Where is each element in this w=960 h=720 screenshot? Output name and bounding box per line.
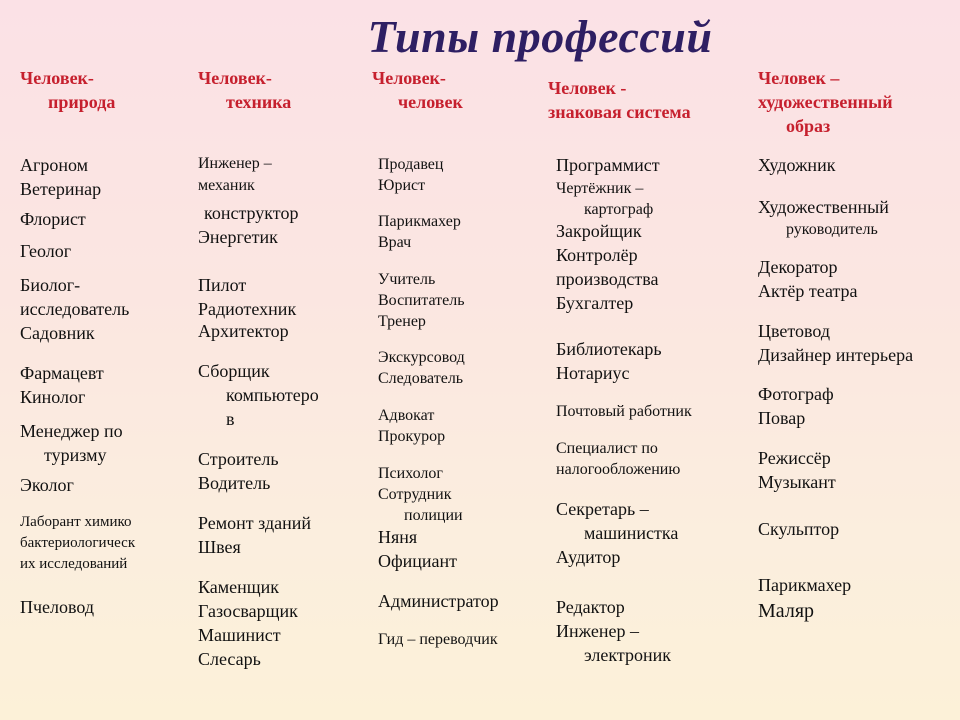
header-line: техника	[226, 92, 292, 112]
profession-item: Энергетик	[198, 227, 278, 247]
profession-item: Сотрудник	[378, 486, 452, 503]
profession-item: Адвокат	[378, 407, 435, 424]
profession-item: Психолог	[378, 465, 443, 482]
profession-item: полиции	[404, 507, 463, 524]
profession-item: Парикмахер	[758, 575, 852, 595]
profession-item: Парикмахер	[378, 213, 461, 230]
header-line: образ	[786, 116, 831, 136]
profession-item: Цветовод	[758, 321, 831, 341]
profession-item: Сборщик	[198, 361, 270, 381]
column-header-nature	[20, 66, 115, 114]
profession-item: их исследований	[20, 556, 128, 572]
profession-item: Скульптор	[758, 519, 840, 539]
profession-item: Юрист	[378, 177, 426, 194]
profession-item: конструктор	[204, 203, 299, 223]
profession-item: Библиотекарь	[556, 339, 662, 359]
profession-item: Геолог	[20, 241, 72, 261]
column-header-technology	[198, 66, 291, 114]
column-header-sign-system	[548, 76, 691, 124]
profession-item: Строитель	[198, 449, 279, 469]
profession-item: Слесарь	[198, 649, 261, 669]
profession-item: Секретарь –	[556, 499, 649, 519]
profession-item: Дизайнер интерьера	[758, 345, 914, 365]
profession-item: бактериологическ	[20, 535, 136, 551]
profession-item: Агроном	[20, 155, 89, 175]
profession-item: Гид – переводчик	[378, 631, 498, 648]
profession-item: Лаборант химико	[20, 514, 132, 530]
profession-item: Флорист	[20, 209, 86, 229]
profession-item: Продавец	[378, 156, 444, 173]
profession-item: Маляр	[758, 600, 815, 622]
header-line: Человек -	[548, 78, 627, 98]
profession-item: Архитектор	[198, 321, 289, 341]
profession-item: Режиссёр	[758, 448, 831, 468]
profession-item: Фотограф	[758, 384, 834, 404]
profession-item: Редактор	[556, 597, 625, 617]
header-line: природа	[48, 92, 116, 112]
profession-item: Машинист	[198, 625, 281, 645]
profession-item: Газосварщик	[198, 601, 298, 621]
profession-item: Фармацевт	[20, 363, 104, 383]
profession-item: в	[226, 409, 235, 429]
profession-item: Кинолог	[20, 387, 86, 407]
profession-item: Биолог-	[20, 275, 81, 295]
header-line: знаковая система	[548, 102, 691, 122]
profession-item: Музыкант	[758, 472, 836, 492]
profession-item: производства	[556, 269, 659, 289]
header-line: Человек-	[372, 68, 446, 88]
header-line: человек	[398, 92, 463, 112]
profession-item: электроник	[584, 645, 671, 665]
header-line: художественный	[758, 92, 893, 112]
profession-item: Инженер –	[556, 621, 639, 641]
profession-item: Инженер –	[198, 155, 272, 172]
profession-item: Пчеловод	[20, 597, 95, 617]
page-title: Типы профессий	[367, 11, 713, 62]
profession-item: Актёр театра	[758, 281, 858, 301]
profession-item: Почтовый работник	[556, 403, 692, 420]
profession-item: машинистка	[584, 523, 679, 543]
profession-item: Водитель	[198, 473, 271, 493]
profession-item: Официант	[378, 551, 458, 571]
profession-item: Чертёжник –	[556, 180, 644, 197]
profession-item: картограф	[584, 201, 654, 218]
profession-item: Декоратор	[758, 257, 838, 277]
profession-item: Садовник	[20, 323, 95, 343]
profession-item: Контролёр	[556, 245, 638, 265]
profession-item: Программист	[556, 155, 660, 175]
profession-item: Менеджер по	[20, 421, 123, 441]
profession-item: Воспитатель	[378, 292, 465, 309]
profession-item: Бухгалтер	[556, 293, 634, 313]
column-header-artistic-image	[758, 66, 893, 138]
profession-item: Эколог	[20, 475, 74, 495]
profession-item: Повар	[758, 408, 806, 428]
profession-item: Администратор	[378, 591, 499, 611]
profession-item: Специалист по	[556, 440, 658, 457]
profession-item: исследователь	[20, 299, 130, 319]
profession-item: Прокурор	[378, 428, 446, 445]
profession-item: руководитель	[786, 221, 878, 238]
profession-item: Художественный	[758, 197, 889, 217]
profession-item: налогообложению	[556, 461, 681, 478]
profession-item: Тренер	[378, 313, 426, 330]
profession-item: Пилот	[198, 275, 247, 295]
profession-item: Следователь	[378, 370, 464, 387]
profession-item: Художник	[758, 155, 836, 175]
profession-item: Врач	[378, 234, 412, 251]
profession-item: Учитель	[378, 271, 436, 288]
column-header-human	[372, 66, 463, 114]
header-line: Человек-	[198, 68, 272, 88]
profession-item: Швея	[198, 537, 241, 557]
profession-item: Нотариус	[556, 363, 630, 383]
profession-item: Радиотехник	[198, 299, 297, 319]
profession-item: Няня	[378, 527, 418, 547]
header-line: Человек –	[758, 68, 840, 88]
profession-item: механик	[198, 177, 255, 194]
header-line: Человек-	[20, 68, 94, 88]
profession-item: Экскурсовод	[378, 349, 465, 366]
profession-item: Закройщик	[556, 221, 642, 241]
profession-item: Ремонт зданий	[198, 513, 311, 533]
profession-item: Каменщик	[198, 577, 280, 597]
profession-item: туризму	[44, 445, 107, 465]
profession-item: Ветеринар	[20, 179, 102, 199]
profession-item: Аудитор	[556, 547, 621, 567]
profession-item: компьютеро	[226, 385, 319, 405]
